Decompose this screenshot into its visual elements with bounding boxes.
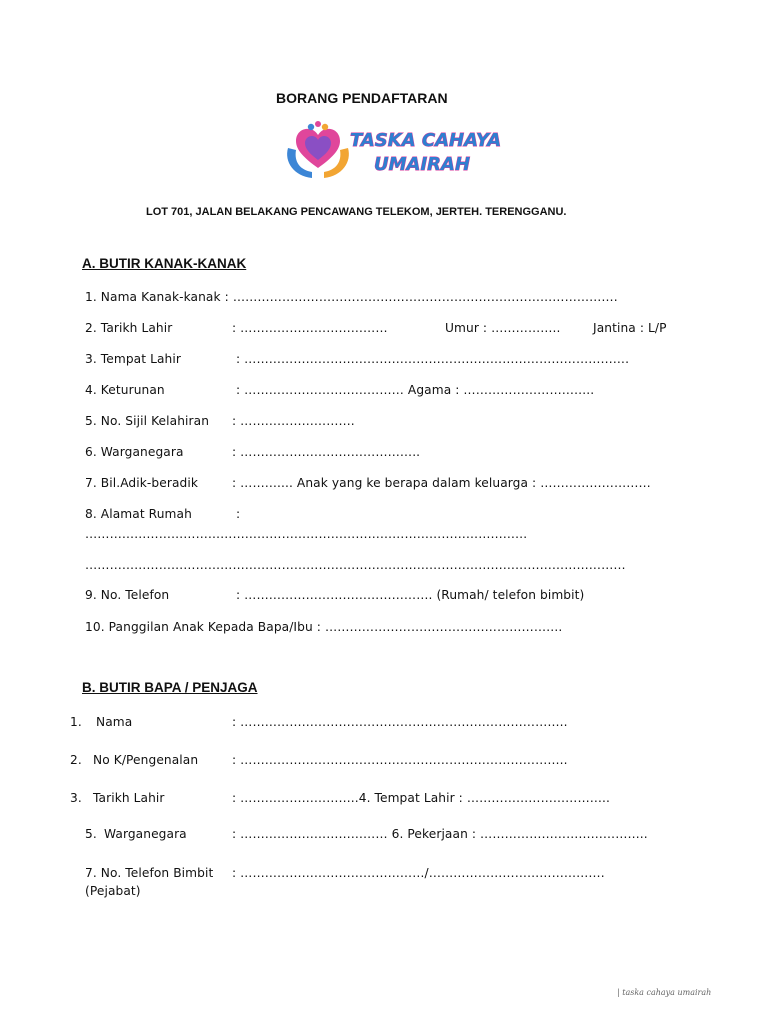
b-field-telefon-label-2: (Pejabat) [85,884,141,898]
b-field-warganegara-num: 5. [85,827,97,841]
b-field-nama-label: Nama [96,715,133,729]
field-panggilan: 10. Panggilan Anak Kepada Bapa/Ibu : …………………………………………………. [85,620,563,634]
footer-text: | taska cahaya umairah [617,988,712,997]
field-warganegara-value: : …………………………………….. [232,445,421,459]
field-keturunan-label: 4. Keturunan [85,383,165,397]
field-warganegara-label: 6. Warganegara [85,445,184,459]
field-sijil-value: : ………………………. [232,414,355,428]
section-a-heading: A. BUTIR KANAK-KANAK [82,256,247,271]
field-adik-beradik-label: 7. Bil.Adik-beradik [85,476,199,490]
b-field-warganegara-value: : ……………………………… 6. Pekerjaan : ………………………………….. [232,827,648,841]
field-alamat-line-1: ……………………………………………………………………………………………… [85,527,528,541]
section-b-heading: B. BUTIR BAPA / PENJAGA [82,680,258,695]
b-field-tarikh-label: Tarikh Lahir [93,791,165,805]
b-field-ic-value: : …………………………………………………………………….. [232,753,568,767]
address: LOT 701, JALAN BELAKANG PENCAWANG TELEKOM, JERTEH. TERENGGANU. [146,206,567,218]
form-title: BORANG PENDAFTARAN [276,90,448,106]
taska-logo [282,118,502,190]
field-adik-beradik-value: : ……….... Anak yang ke berapa dalam keluarga : ……………………… [232,476,651,490]
field-keturunan-value: : ………………………………… Agama : ………………………….. [236,383,595,397]
field-alamat-label: 8. Alamat Rumah [85,507,192,521]
field-telefon-label: 9. No. Telefon [85,588,170,602]
b-field-telefon-value: : ………………………………………/……………………………………. [232,866,605,880]
field-umur: Umur : …………….. [445,321,561,335]
field-tarikh-lahir-label: 2. Tarikh Lahir [85,321,173,335]
field-alamat-line-2: …………………………………………………………………………………………………………………… [85,558,626,572]
field-alamat-colon: : [236,507,241,521]
b-field-nama-num: 1. [70,715,82,729]
b-field-tarikh-value: : ………………………..4. Tempat Lahir : …………………………….. [232,791,610,805]
b-field-tarikh-num: 3. [70,791,82,805]
field-tarikh-lahir-value: : ……………………………… [232,321,388,335]
field-sijil-label: 5. No. Sijil Kelahiran [85,414,210,428]
field-tempat-lahir-label: 3. Tempat Lahir [85,352,181,366]
b-field-ic-num: 2. [70,753,82,767]
b-field-ic-label: No K/Pengenalan [93,753,199,767]
b-field-telefon-label: 7. No. Telefon Bimbit [85,866,214,880]
b-field-warganegara-label: Warganegara [104,827,187,841]
field-tempat-lahir-value: : …………………………………………………………………………………. [236,352,630,366]
field-nama-kanak: 1. Nama Kanak-kanak : …………………………………………………………………………………. [85,290,618,304]
logo-line-1: TASKA CAHAYA [350,130,502,151]
logo-line-2: UMAIRAH [374,154,471,175]
b-field-nama-value: : …………………………………………………………………….. [232,715,568,729]
field-telefon-value: : ………………………………………. (Rumah/ telefon bimbit) [236,588,585,602]
field-jantina: Jantina : L/P [593,321,667,335]
